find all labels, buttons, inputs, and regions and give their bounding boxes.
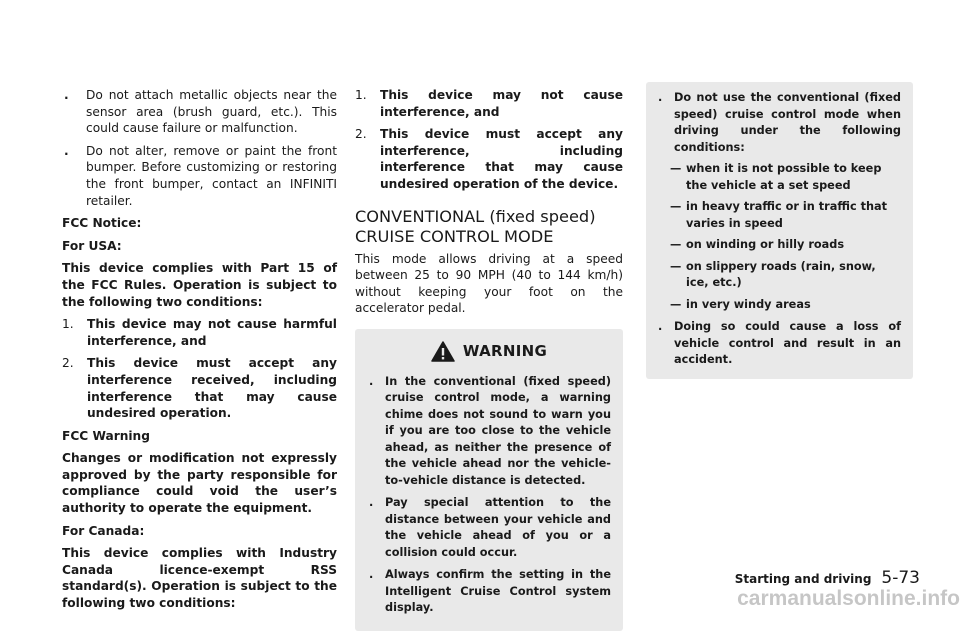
left-column bbox=[62, 87, 337, 612]
fcc-notice-heading: FCC Notice: bbox=[62, 216, 142, 231]
for-usa-heading: For USA: bbox=[62, 238, 122, 253]
warning-item: . Always confirm the setting in the Intelligent Cruise Control system display. bbox=[369, 568, 611, 615]
bullet-icon: . bbox=[64, 88, 69, 102]
condition-item: — on slippery roads (rain, snow, ice, etc.) bbox=[670, 259, 876, 289]
section-intro: This mode allows driving at a speed between 25 to 90 MPH (40 to 144 km/h) without keeping your foot on the accelerator pedal. bbox=[355, 251, 623, 316]
fcc-warning-heading: FCC Warning bbox=[62, 428, 150, 443]
for-canada-heading: For Canada: bbox=[62, 523, 145, 538]
middle-column bbox=[355, 87, 623, 631]
warning-box bbox=[355, 329, 623, 631]
bullet-icon: . bbox=[64, 143, 69, 158]
warning-item: . In the conventional (fixed speed) cruise control mode, a warning chime does not sound to warn you if you are too close to the vehicle ahead, as neither the presence of the vehicle ahead nor the vehicle-to-vehicle distance is detected. bbox=[369, 374, 611, 487]
warning-header bbox=[367, 341, 611, 362]
fcc-warning-paragraph: Changes or modification not expressly approved by the party responsible for compliance could void the user’s authority to operate the equipment. bbox=[62, 451, 337, 516]
warning-title: WARNING bbox=[462, 342, 548, 361]
footer-section-name: Starting and driving bbox=[734, 572, 872, 586]
numbered-item: 2. This device must accept any interference, including interference that may cause undesired operation of the device. bbox=[355, 127, 623, 191]
numbered-item: 1. This device may not cause harmful interference, and bbox=[62, 317, 337, 348]
right-column bbox=[646, 82, 913, 379]
numbered-item: 2. This device must accept any interference received, including interference that may cause undesired operation. bbox=[62, 356, 337, 421]
warning-item: . Pay special attention to the distance between your vehicle and the vehicle ahead of you or a collision could occur. bbox=[369, 496, 611, 559]
numbered-item: 1. This device may not cause interference, and bbox=[355, 88, 623, 119]
list-item: . Do not attach metallic objects near the sensor area (brush guard, etc.). This could cause failure or malfunction. bbox=[64, 88, 337, 136]
condition-item: — when it is not possible to keep the vehicle at a set speed bbox=[670, 162, 882, 192]
bullet-icon: . bbox=[658, 91, 663, 104]
condition-item: — on winding or hilly roads bbox=[670, 238, 845, 251]
warning-item: . Do not use the conventional (fixed speed) cruise control mode when driving under the following conditions: bbox=[658, 91, 901, 154]
page-number: 5-73 bbox=[881, 568, 920, 588]
warning-continuation-box bbox=[646, 82, 913, 379]
bullet-icon: . bbox=[369, 374, 374, 388]
list-item: . Do not alter, remove or paint the front bumper. Before customizing or restoring the front bumper, contact an INFINITI retailer. bbox=[64, 143, 337, 208]
condition-item: — in very windy areas bbox=[670, 297, 811, 311]
warning-item: . Doing so could cause a loss of vehicle control and result in an accident. bbox=[658, 320, 901, 366]
page-footer bbox=[735, 568, 920, 588]
usa-paragraph: This device complies with Part 15 of the FCC Rules. Operation is subject to the following two conditions: bbox=[62, 261, 337, 309]
condition-item: — in heavy traffic or in traffic that varies in speed bbox=[670, 200, 888, 230]
bullet-icon: . bbox=[658, 320, 663, 333]
warning-triangle-icon bbox=[431, 341, 455, 362]
watermark: carmanualsonline.info bbox=[737, 587, 960, 610]
canada-paragraph: This device complies with Industry Canada licence-exempt RSS standard(s). Operation is subject to the following two conditions: bbox=[62, 546, 337, 611]
bullet-icon: . bbox=[369, 568, 374, 582]
section-title: CONVENTIONAL (fixed speed) CRUISE CONTROL MODE bbox=[355, 206, 596, 246]
bullet-icon: . bbox=[369, 496, 374, 510]
